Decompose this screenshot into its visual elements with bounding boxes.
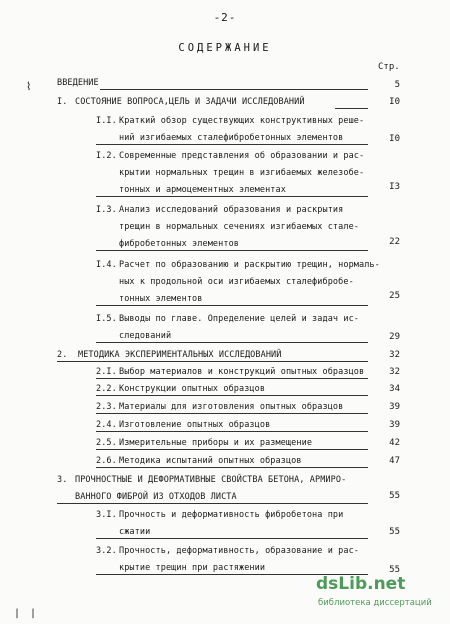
toc-separator-line	[96, 305, 368, 306]
toc-entry-text: Прочность, деформативность, образование и рас-	[119, 546, 360, 556]
toc-entry-text: Выбор материалов и конструкций опытных образцов	[119, 367, 365, 377]
toc-entry-text: следований	[119, 331, 172, 341]
toc-separator-line	[96, 413, 368, 414]
toc-separator-line	[96, 449, 368, 450]
toc-page-number: 55	[389, 527, 400, 537]
toc-page-number: 32	[389, 350, 400, 360]
toc-entry-text: трещин в нормальных сечениях изгибаемых стале-	[119, 222, 360, 232]
toc-page-number: I3	[389, 182, 400, 192]
toc-entry-number: 3.I.	[96, 510, 117, 520]
toc-entry-text: МЕТОДИКА ЭКСПЕРИМЕНТАЛЬНЫХ ИССЛЕДОВАНИЙ	[78, 350, 282, 360]
toc-separator-line	[96, 144, 368, 145]
toc-page-number: 22	[389, 237, 400, 247]
toc-entry-number: I.4.	[96, 260, 117, 270]
toc-entry-text: Современные представления об образовании и рас-	[119, 151, 365, 161]
toc-separator-line	[96, 431, 368, 432]
toc-entry-text: ных к продольной оси изгибаемых сталефибробе-	[119, 277, 354, 287]
toc-page-number: 5	[394, 80, 400, 90]
toc-page-number: I0	[389, 134, 400, 144]
toc-page-number: 34	[389, 384, 400, 394]
watermark-subtitle: библиотека диссертаций	[318, 598, 432, 608]
toc-entry-number: 2.5.	[96, 438, 117, 448]
toc-entry-text: Методика испытаний опытных образцов	[119, 456, 302, 466]
toc-entry-text: ний изгибаемых сталефибробетонных элементов	[119, 133, 344, 143]
toc-entry-number: 2.I.	[96, 367, 117, 377]
toc-entry-text: Изготовление опытных образцов	[119, 420, 271, 430]
margin-mark: ⌇	[26, 80, 32, 93]
toc-separator-line	[96, 378, 368, 379]
toc-separator-line	[100, 89, 368, 90]
toc-entry-text: ВАННОГО ФИБРОЙ ИЗ ОТХОДОВ ЛИСТА	[75, 492, 237, 502]
toc-entry-number: I.3.	[96, 205, 117, 215]
toc-entry-number: I.I.	[96, 116, 117, 126]
toc-entry-text: Конструкции опытных образцов	[119, 384, 266, 394]
page-column-label: Стр.	[378, 62, 400, 72]
bottom-margin-marks: | |	[14, 608, 39, 619]
toc-entry-number: 2.6.	[96, 456, 117, 466]
toc-entry-number: I.	[57, 97, 68, 107]
toc-page-number: 47	[389, 456, 400, 466]
toc-entry-text: Измерительные приборы и их размещение	[119, 438, 313, 448]
toc-entry-text: Краткий обзор существующих конструктивных реше-	[119, 116, 365, 126]
watermark-logo: dsLib.net	[316, 574, 406, 594]
toc-entry-text: тонных и армоцементных элементах	[119, 185, 286, 195]
watermark	[316, 574, 446, 618]
toc-entry-text: тонных элементов	[119, 294, 203, 304]
toc-entry-text: крытии нормальных трещин в изгибаемых железобе-	[119, 168, 365, 178]
page-title: СОДЕРЖАНИЕ	[178, 42, 272, 54]
toc-separator-line	[57, 503, 368, 504]
toc-entry-text: СОСТОЯНИЕ ВОПРОСА,ЦЕЛЬ И ЗАДАЧИ ИССЛЕДОВАНИЙ	[75, 97, 305, 107]
toc-entry-number: 3.	[57, 475, 68, 485]
toc-entry-text: Материалы для изготовления опытных образцов	[119, 402, 344, 412]
toc-entry-number: 2.	[57, 350, 68, 360]
toc-separator-line	[96, 538, 368, 539]
toc-entry-text: Выводы по главе. Определение целей и задач ис-	[119, 314, 360, 324]
toc-separator-line	[96, 395, 368, 396]
toc-page-number: 29	[389, 332, 400, 342]
toc-entry-text: крытие трещин при растяжении	[119, 563, 266, 573]
toc-page-number: 55	[389, 565, 400, 575]
toc-entry-text: фибробетонных элементов	[119, 239, 240, 249]
toc-entry-text: Анализ исследований образования и раскрытия	[119, 205, 344, 215]
toc-page-number: 42	[389, 438, 400, 448]
toc-page-number: I0	[389, 97, 400, 107]
toc-page-number: 55	[389, 491, 400, 501]
toc-entry-number: I.2.	[96, 151, 117, 161]
toc-page-number: 25	[389, 291, 400, 301]
toc-separator-line	[96, 342, 368, 343]
toc-entry-number: 2.3.	[96, 402, 117, 412]
toc-page-number: 32	[389, 367, 400, 377]
toc-entry-text: ПРОЧНОСТНЫЕ И ДЕФОРМАТИВНЫЕ СВОЙСТВА БЕТОНА, АРМИРО-	[75, 475, 347, 485]
toc-separator-line	[57, 361, 368, 362]
toc-entry-text: Расчет по образованию и раскрытию трещин, нормаль-	[119, 260, 380, 270]
toc-entry-text: сжатии	[119, 527, 151, 537]
toc-page-number: 39	[389, 402, 400, 412]
toc-separator-line	[96, 467, 368, 468]
page-number: -2-	[213, 11, 237, 24]
toc-entry-number: 3.2.	[96, 546, 117, 556]
toc-entry-number: 2.4.	[96, 420, 117, 430]
toc-entry-number: I.5.	[96, 314, 117, 324]
toc-page-number: 39	[389, 420, 400, 430]
toc-separator-line	[96, 196, 368, 197]
toc-entry-text: Прочность и деформативность фибробетона при	[119, 510, 344, 520]
toc-entry-text: ВВЕДЕНИЕ	[57, 78, 99, 88]
toc-entry-number: 2.2.	[96, 384, 117, 394]
toc-separator-line	[96, 250, 368, 251]
toc-separator-line	[335, 108, 368, 109]
